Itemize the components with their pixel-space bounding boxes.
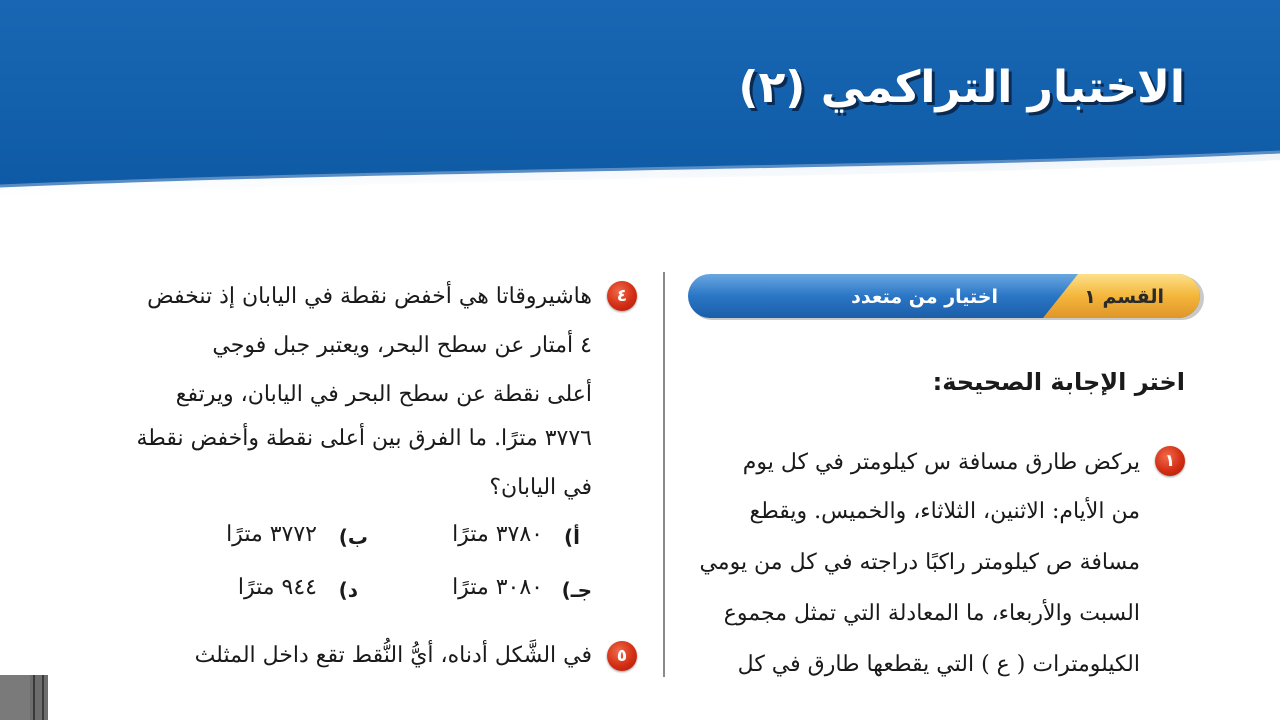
question-1-line: السبت والأربعاء، ما المعادلة التي تمثل مجموع (723, 601, 1140, 626)
question-5-line: في الشَّكل أدناه، أيُّ النُّقط تقع داخل المثلث (194, 643, 592, 668)
question-1-line: مسافة ص كيلومتر راكبًا دراجته في كل من يومي (699, 550, 1140, 575)
question-4-line: أعلى نقطة عن سطح البحر في اليابان، ويرتفع (175, 382, 592, 407)
question-4-line: هاشيروقاتا هي أخفض نقطة في اليابان إذ تنخفض (147, 284, 592, 309)
section-banner (688, 273, 1208, 325)
option-d-label: د) (338, 578, 358, 602)
page-title: الاختبار التراكمي (٢) (738, 62, 1185, 113)
scrollbar-thumb[interactable] (0, 675, 48, 720)
option-d-text: ٩٤٤ مترًا (237, 575, 317, 600)
column-divider (663, 272, 665, 677)
section-number-label: القسم ١ (1084, 286, 1164, 308)
question-number-badge: ١ (1155, 446, 1185, 476)
option-a-label: أ) (564, 525, 580, 549)
question-4-line: ٤ أمتار عن سطح البحر، ويعتبر جبل فوجي (212, 333, 592, 358)
instruction-text: اختر الإجابة الصحيحة: (932, 368, 1185, 396)
option-c-label: جـ) (561, 578, 592, 602)
question-4-line: ٣٧٧٦ مترًا. ما الفرق بين أعلى نقطة وأخفض نقطة (136, 426, 592, 451)
option-b-label: ب) (338, 525, 368, 549)
question-1-line: الكيلومترات ( ع ) التي يقطعها طارق في كل (737, 652, 1140, 677)
question-1-line: من الأيام: الاثنين، الثلاثاء، والخميس. ويقطع (749, 499, 1140, 524)
scrollbar-track-segment (0, 675, 30, 720)
question-4-line: في اليابان؟ (489, 475, 592, 500)
option-c-text: ٣٠٨٠ مترًا (452, 575, 543, 600)
question-number-badge: ٥ (607, 641, 637, 671)
header-banner (0, 0, 1280, 215)
scrollbar-track-segment (42, 675, 44, 720)
section-title: اختيار من متعدد (851, 286, 998, 308)
option-b-text: ٣٧٧٢ مترًا (226, 522, 317, 547)
scrollbar-track-segment (33, 675, 35, 720)
question-number-badge: ٤ (607, 281, 637, 311)
option-a-text: ٣٧٨٠ مترًا (452, 522, 543, 547)
question-1-line: يركض طارق مسافة س كيلومتر في كل يوم (742, 450, 1140, 475)
